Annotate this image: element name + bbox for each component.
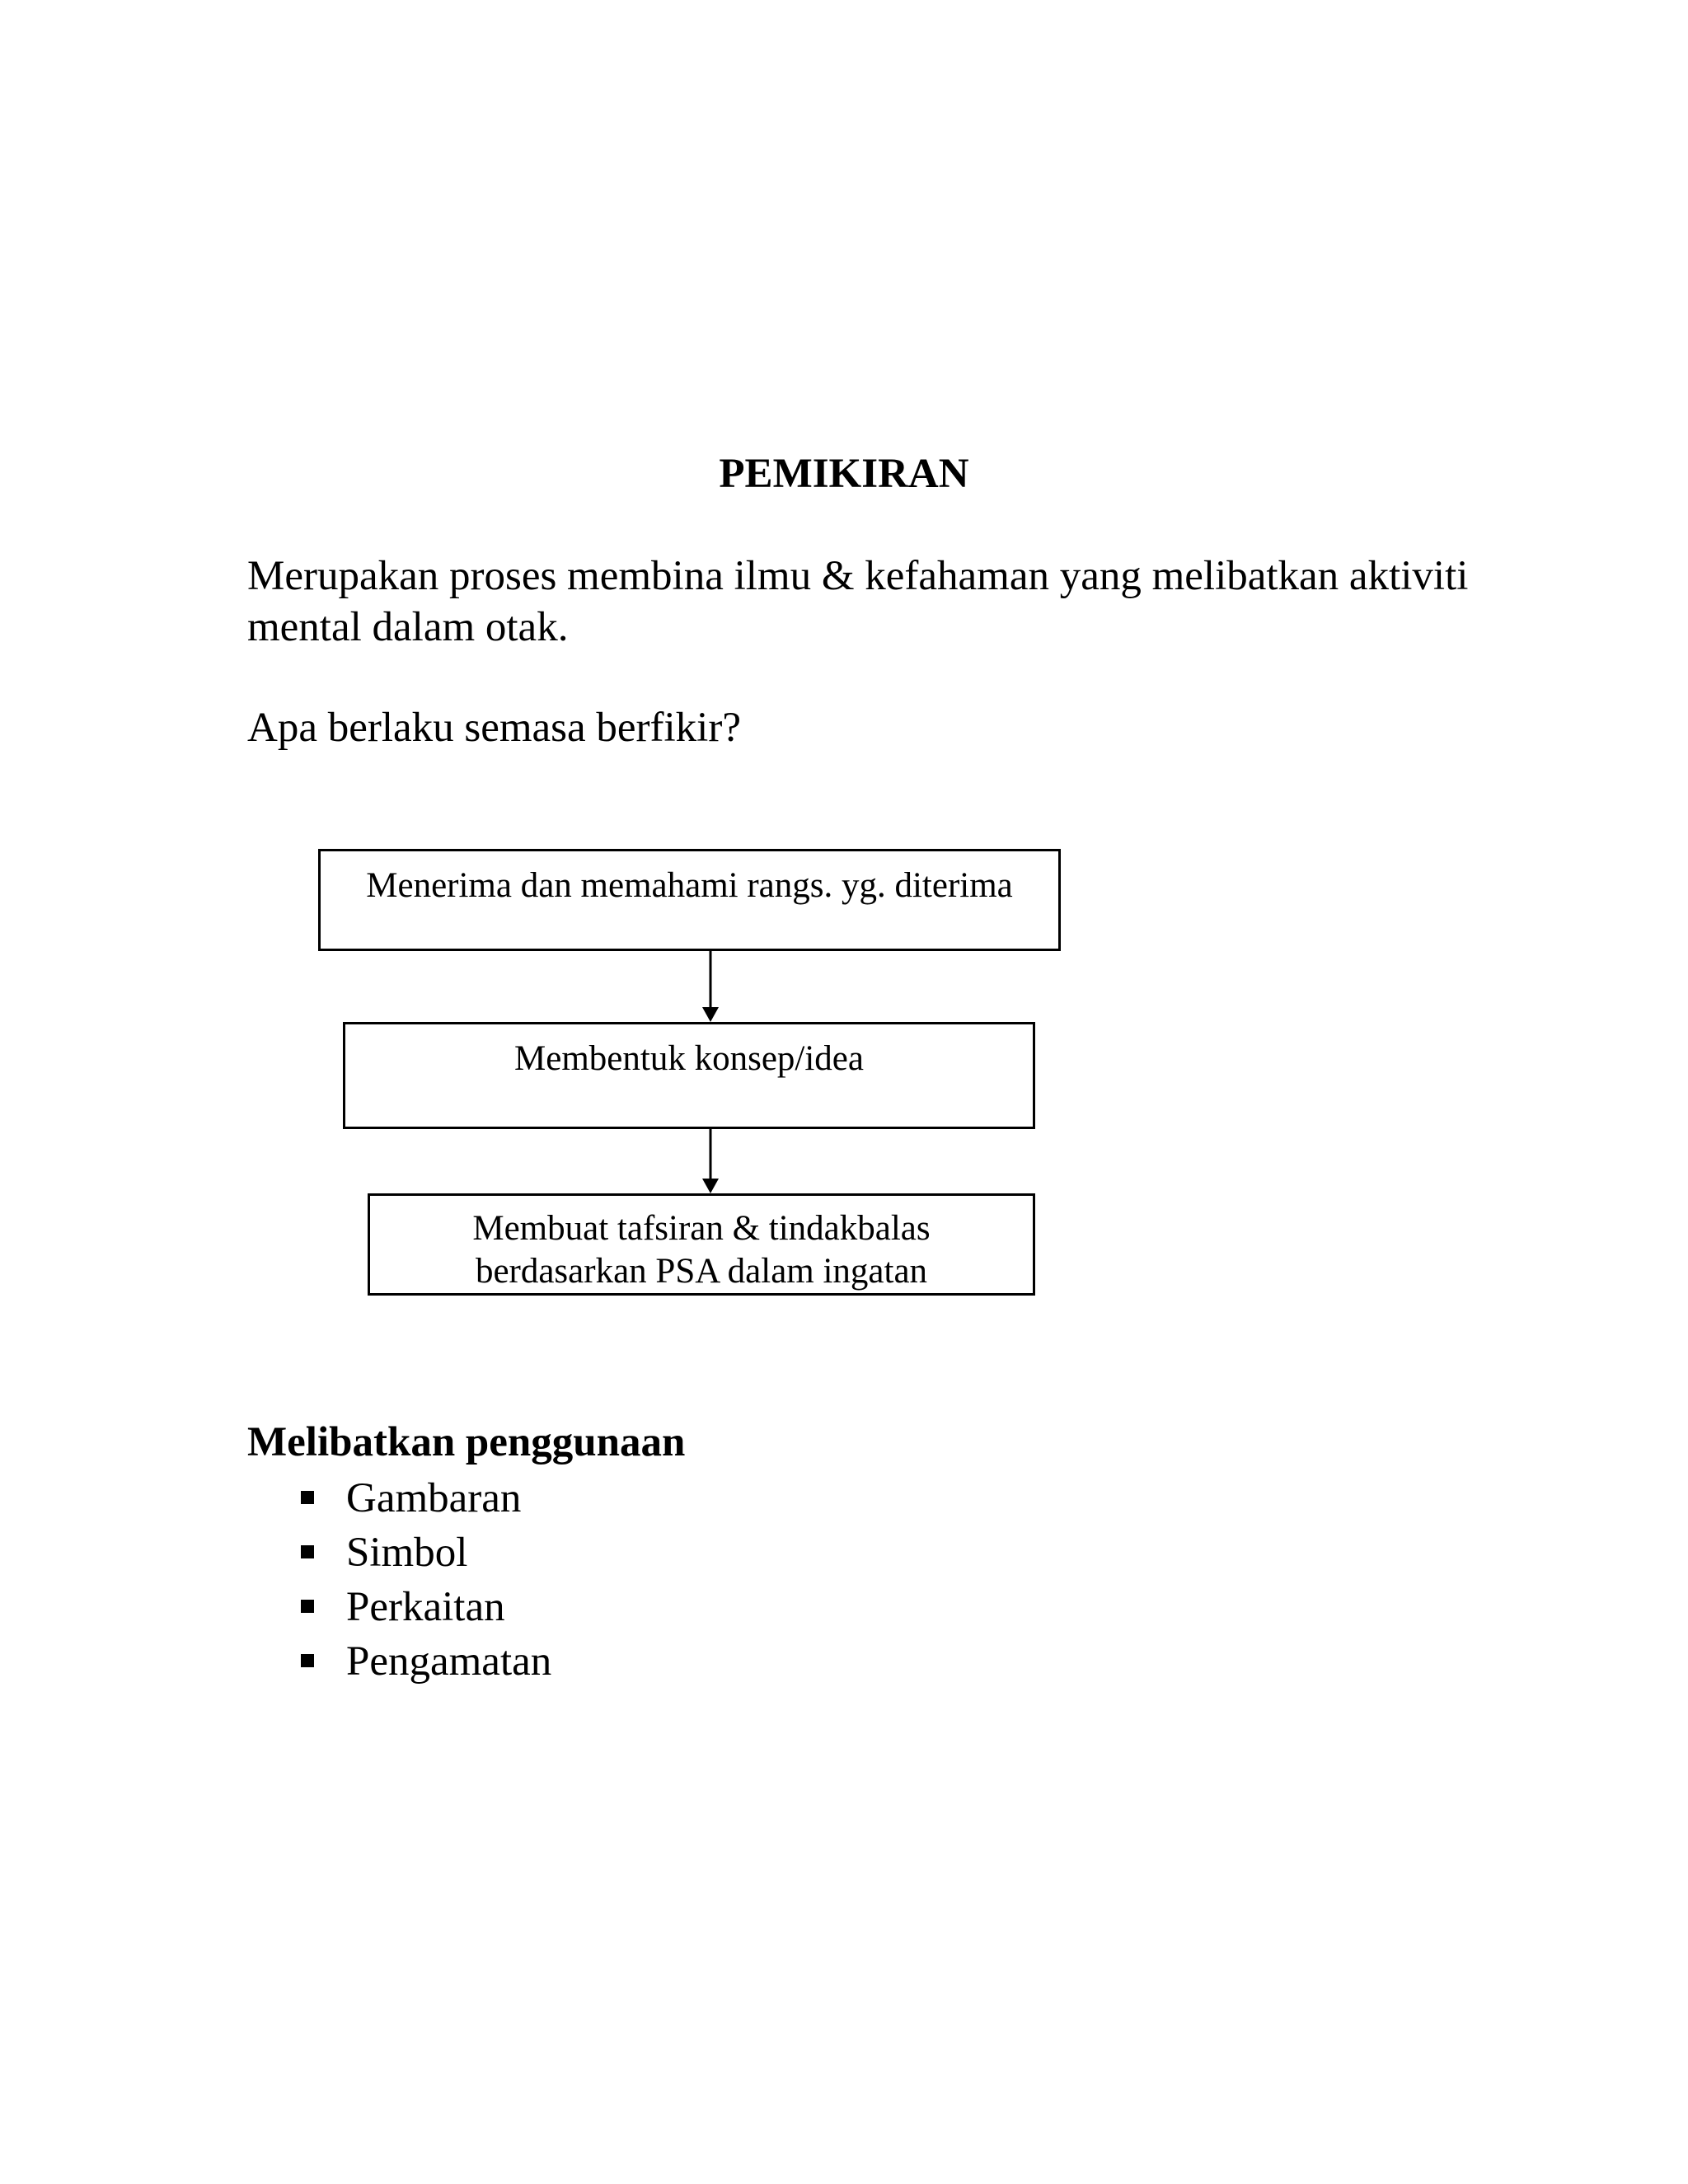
list-item [247,1471,551,1526]
page-title: PEMIKIRAN [719,451,969,497]
flow-step-interpret-label-line2: berdasarkan PSA dalam ingatan [475,1252,928,1291]
square-bullet-icon [301,1654,314,1667]
arrow-step2-to-step3 [702,1129,719,1193]
arrow-step1-to-step2 [702,951,719,1022]
flow-step-receive [318,849,1061,951]
list-item [247,1526,551,1580]
list-item [247,1634,551,1689]
list-item-label: Simbol [346,1530,468,1576]
flow-step-concept [343,1022,1035,1129]
square-bullet-icon [301,1491,314,1504]
flow-step-interpret-label-line1: Membuat tafsiran & tindakbalas [472,1209,931,1248]
list-item-label: Gambaran [346,1475,522,1521]
flow-step-receive-label: Menerima dan memahami rangs. yg. diterima [366,866,1013,905]
list-item-label: Perkaitan [346,1584,505,1630]
list-item-label: Pengamatan [346,1638,552,1685]
question-paragraph: Apa berlaku semasa berfikir? [247,705,741,751]
flow-step-concept-label: Membentuk konsep/idea [514,1039,864,1078]
definition-paragraph: Merupakan proses membina ilmu & kefahaman yang melibatkan aktiviti mental dalam otak. [247,553,1469,650]
list-item [247,1580,551,1634]
flow-step-interpret [368,1193,1035,1296]
square-bullet-icon [301,1545,314,1558]
usage-list [247,1471,551,1689]
square-bullet-icon [301,1600,314,1613]
usage-heading: Melibatkan penggunaan [247,1419,686,1465]
